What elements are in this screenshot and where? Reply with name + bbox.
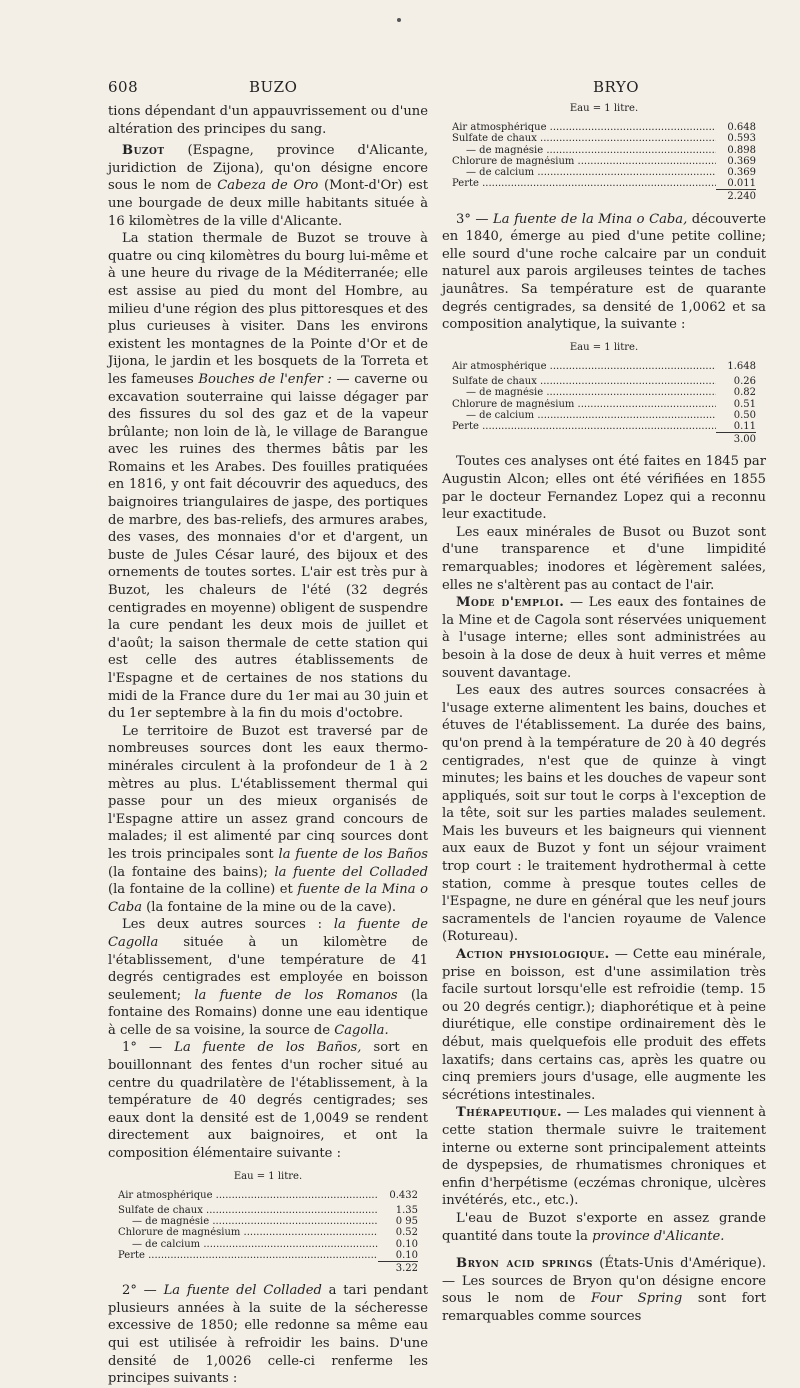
composition-table (442, 342, 766, 446)
paragraph: Les eaux minérales de Busot ou Buzot sont d'une transparence et d'une limpidité remarquables; inodores et légèrement salées, elles ne s'altèrent pas au contact de l'air. (442, 524, 766, 593)
table-row: Air atmosphérique ..... 0.432 (108, 1190, 428, 1201)
subheading: Thérapeutique. (456, 1105, 563, 1121)
paragraph: Mode d'emploi. — Les eaux des fontaines de la Mine et de Cagola sont réservées uniquement à l'usage interne; elles sont administrées au besoin à la dose de deux à huit verres et même souvent davantage. (442, 595, 766, 681)
paragraph: Thérapeutique. — Les malades qui viennent à cette station thermale suivre le traitement interne ou externe sont principalement atteints de dyspepsies, de rhumatismes chroniques et enfin d'herpétisme (eczémas chronique, ulcères invétérés, etc., etc.). (442, 1105, 766, 1209)
table-row: — de magnésie ..... 0.82 (442, 387, 766, 398)
paragraph: 2° — La fuente del Colladed a tari pendant plusieurs années à la suite de la sécheresse excessive de 1850; elle redonne sa même eau qui est utilisée à refroidir les bains. D'une densité de 1,0026 celle-ci renferme les principes suivants : (108, 1283, 428, 1387)
table-row: Sulfate de chaux ..... 0.26 (442, 376, 766, 387)
subheading: Action physiologique. (456, 947, 610, 963)
table-row: Air atmosphérique ..... 1.648 (442, 361, 766, 372)
paragraph: tions dépendant d'un appauvrissement ou d'une altération des principes du sang. (108, 104, 428, 137)
table-row: Chlorure de magnésium ..... 0.369 (442, 156, 766, 167)
page-number: 608 (108, 78, 139, 96)
subheading: Mode d'emploi. (456, 595, 565, 611)
table-row: Perte ..... 0.10 (108, 1250, 428, 1261)
table-row: Air atmosphérique ..... 0.648 (442, 122, 766, 133)
paragraph: Les eaux des autres sources consacrées à l'usage externe alimentent les bains, douches et étuves de l'établissement. La durée des bains, qu'on prend à la température de 20 à 40 degrés centigrades, n'est que de quinze à vingt minutes; les bains et les douches de vapeur sont appliqués, soit sur tout le corps à l'exception de la tête, soit sur les parties malades seulement. Mais les buveurs et les baigneurs qui viennent aux eaux de Buzot y font un séjour vraiment trop court : le traitement hydrothermal à cette station, comme à presque toutes celles de l'Espagne, ne dure en général que les neuf jours sacramentels de l'ancien royaume de Valence (Rotureau). (442, 683, 766, 945)
composition-table (442, 103, 766, 203)
table-row: Perte ..... 0.011 (442, 178, 766, 189)
paragraph: Toutes ces analyses ont été faites en 1845 par Augustin Alcon; elles ont été vérifiées en 1855 par le docteur Fernandez Lopez qui a reconnu leur exactitude. (442, 454, 766, 523)
table-row: Sulfate de chaux ..... 0.593 (442, 133, 766, 144)
paragraph: L'eau de Buzot s'exporte en assez grande quantité dans toute la province d'Alicante. (442, 1210, 766, 1244)
table-row: — de calcium ..... 0.369 (442, 167, 766, 178)
entry-buzot: Buzot (Espagne, province d'Alicante, juridiction de Zijona), qu'on désigne encore sous le nom de Cabeza de Oro (Mont-d'Or) est une bourgade de deux mille habitants située à 16 kilomètres de la ville d'Alicante. (108, 143, 429, 229)
left-column (108, 103, 428, 1388)
table-caption: Eau = 1 litre. (569, 341, 639, 353)
table-caption: Eau = 1 litre. (569, 103, 639, 114)
paragraph: Action physiologique. — Cette eau minérale, prise en boisson, est d'une assimilation très facile surtout lorsqu'elle est refroidie (temp. 15 ou 20 degrés centigr.); diaphorétique et à peine diurétique, elle constipe ordinairement dès le début, mais quelquefois elle produit des effets laxatifs; dans certains cas, après les quatre ou cinq premiers jours d'usage, elle augmente les sécrétions intestinales. (442, 947, 766, 1103)
table-row: Sulfate de chaux ..... 1.35 (108, 1205, 428, 1216)
table-row: — de magnésie ..... 0.898 (442, 145, 766, 156)
paragraph: La station thermale de Buzot se trouve à quatre ou cinq kilomètres du bourg lui-même et à une heure du rivage de la Méditerranée; elle est assise au pied du mont del Hombre, au milieu d'une région des plus pittoresques et des plus curieuses à visiter. Dans les environs existent les montagnes de la Pointe d'Or et de Jijona, le jardin et les bosquets de la Torreta et les fameuses Bouches de l'enfer : — caverne ou excavation souterraine qui laisse dégager par des fissures du sol des gaz et de la vapeur brûlante; non loin de là, le village de Barangue avec les ruines des thermes bâtis par les Romains et les Arabes. Des fouilles pratiquées en 1816, y ont fait découvrir des aqueducs, des baignoires triangulaires de jaspe, des portiques de marbre, des bas-reliefs, des armures arabes, des vases, des monnaies d'or et d'argent, un buste de Jules César lauré, des bijoux et des ornements de toutes sortes. L'air est très pur à Buzot, les chaleurs de l'été (32 degrés centigrades en moyenne) obligent de suspendre la cure pendant les deux mois de juillet et d'août; la saison thermale de cette station qui est celle des autres établissements de l'Espagne et de certaines de nos stations du midi de la France dure du 1er mai au 30 juin et du 1er septembre à la fin du mois d'octobre. (108, 231, 428, 722)
paragraph: 3° — La fuente de la Mina o Caba, découverte en 1840, émerge au pied d'une petite colline; elle sourd d'une roche calcaire par un conduit naturel aux parois argileuses teintes de taches jaunâtres. Sa température est de quarante degrés centigrades, sa densité de 1,0062 et sa composition analytique, la suivante : (442, 211, 766, 333)
paragraph: 1° — La fuente de los Baños, sort en bouillonnant des fentes d'un rocher situé au centre du quadrilatère de l'établissement, à la température de 40 degrés centigrades; ses eaux dont la densité est de 1,0049 se rendent directement aux baignoires, et ont la composition élémentaire suivante : (108, 1040, 429, 1162)
table-row: — de calcium ..... 0.50 (442, 410, 766, 421)
paragraph: Les deux autres sources : la fuente de Cagolla située à un kilomètre de l'établissement, d'une température de 41 degrés centigrades est employée en boisson seulement; la fuente de los Romanos (la fontaine des Romains) donne une eau identique à celle de sa voisine, la source de Cagolla. (108, 917, 428, 1038)
table-row: Chlorure de magnésium ..... 0.51 (442, 399, 766, 410)
printer-dot (397, 18, 401, 22)
headword: Bryon acid springs (456, 1256, 593, 1272)
table-row: — de magnésie ..... 0 95 (108, 1216, 428, 1227)
table-row: — de calcium ..... 0.10 (108, 1239, 428, 1250)
right-column (442, 103, 766, 1326)
table-row: Chlorure de magnésium ..... 0.52 (108, 1227, 428, 1238)
table-row: Perte ..... 0.11 (442, 421, 766, 432)
paragraph: Le territoire de Buzot est traversé par de nombreuses sources dont les eaux thermo-minérales circulent à la profondeur de 1 à 2 mètres au plus. L'établissement thermal qui passe pour un des mieux organisés de l'Espagne attire un assez grand concours de malades; il est alimenté par cinq sources dont les trois principales sont la fuente de los Baños (la fontaine des bains); la fuente del Colladed (la fontaine de la colline) et fuente de la Mina o Caba (la fontaine de la mine ou de la cave). (108, 723, 429, 915)
entry-bryon: Bryon acid springs (États-Unis d'Amérique). — Les sources de Bryon qu'on désigne encore sous le nom de Four Spring sont fort remarquables comme sources (442, 1256, 767, 1324)
composition-table (108, 1171, 428, 1275)
headword: Buzot (122, 143, 165, 159)
table-total: 3.00 (442, 432, 766, 445)
table-total: 3.22 (108, 1261, 428, 1274)
right-running-title: BRYO (593, 78, 640, 96)
table-total: 2.240 (442, 189, 766, 202)
table-caption: Eau = 1 litre. (233, 1170, 303, 1182)
left-running-title: BUZO (249, 78, 298, 96)
